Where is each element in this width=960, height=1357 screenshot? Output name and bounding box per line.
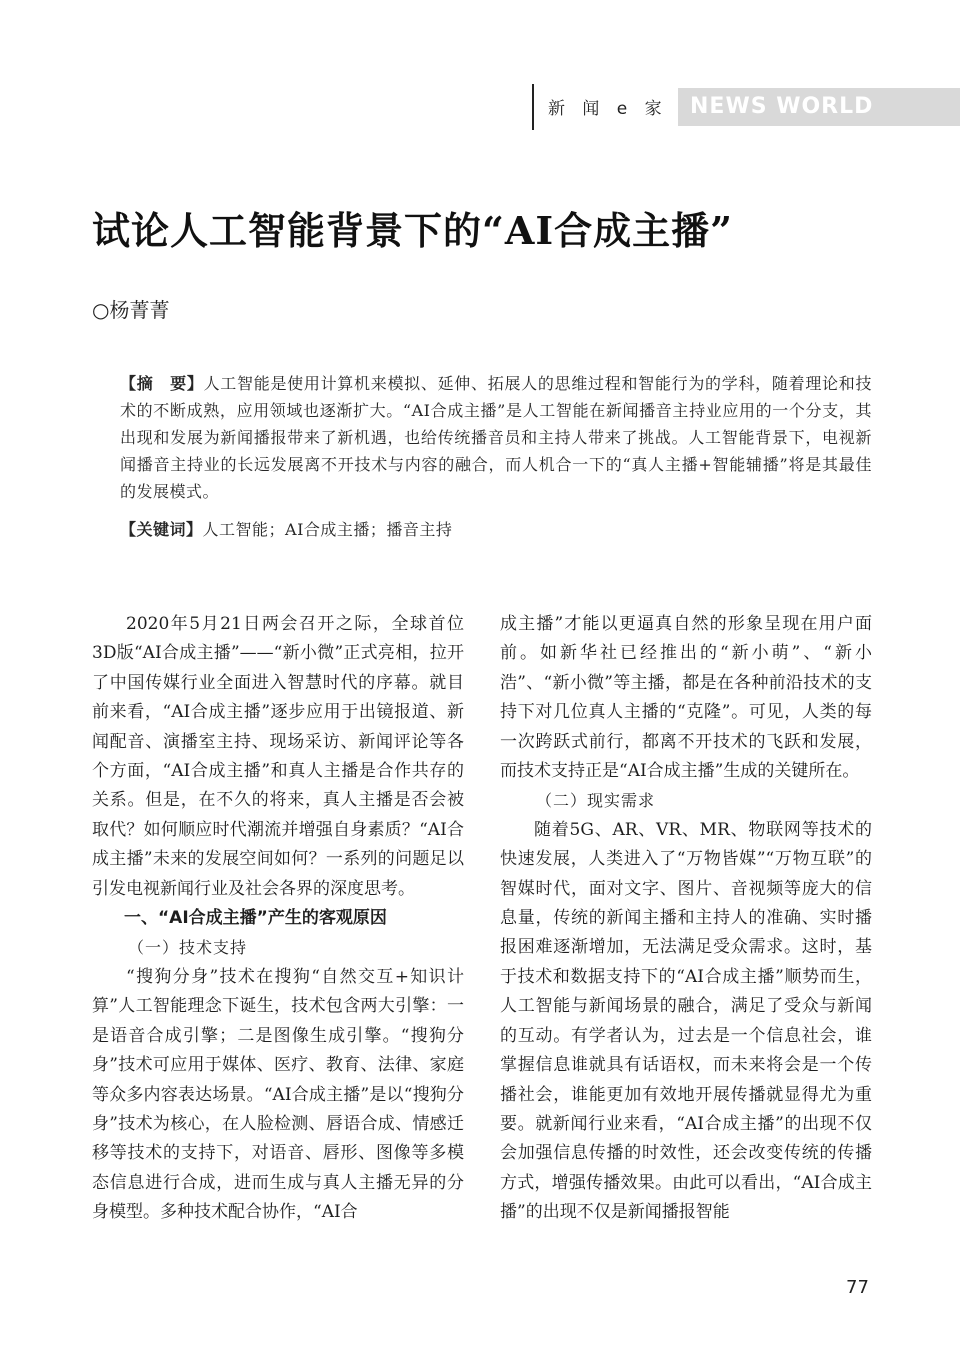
page-number: 77 bbox=[846, 1277, 869, 1298]
demand-paragraph: 随着5G、AR、VR、MR、物联网等技术的快速发展，人类进入了“万物皆媒”“万物互联”的智媒时代，面对文字、图片、音视频等庞大的信息量，传统的新闻主播和主持人的准确、实时播报困难逐渐增加，无法满足受众需求。这时，基于技术和数据支持下的“AI合成主播”顺势而生，人工智能与新闻场景的融合，满足了受众与新闻的互动。有学者认为，过去是一个信息社会，谁掌握信息谁就具有话语权，而未来将会是一个传播社会，谁能更加有效地开展传播就显得尤为重要。就新闻行业来看，“AI合成主播”的出现不仅会加强信息传播的时效性，还会改变传统的传播方式，增强传播效果。由此可以看出，“AI合成主播”的出现不仅是新闻播报智能 bbox=[500, 819, 872, 1223]
journal-header bbox=[532, 84, 960, 130]
body-column-left bbox=[92, 610, 464, 1228]
abstract bbox=[120, 370, 872, 505]
tech-support-paragraph: “搜狗分身”技术在搜狗“自然交互+知识计算”人工智能理念下诞生，技术包含两大引擎：一是语音合成引擎；二是图像生成引擎。“搜狗分身”技术可应用于媒体、医疗、教育、法律、家庭等众多内容表达场景。“AI合成主播”是以“搜狗分身”技术为核心，在人脸检测、唇语合成、情感迁移等技术的支持下，对语音、唇形、图像等多模态信息进行合成，进而生成与真人主播无异的分身模型。多种技术配合协作，“AI合 bbox=[92, 966, 464, 1223]
intro-paragraph: 2020年5月21日两会召开之际，全球首位3D版“AI合成主播”——“新小微”正式亮相，拉开了中国传媒行业全面进入智慧时代的序幕。就目前来看，“AI合成主播”逐步应用于出镜报道、新闻配音、演播室主持、现场采访、新闻评论等各个方面，“AI合成主播”和真人主播是合作共存的关系。但是，在不久的将来，真人主播是否会被取代？如何顺应时代潮流并增强自身素质？“AI合成主播”未来的发展空间如何？一系列的问题足以引发电视新闻行业及社会各界的深度思考。 bbox=[92, 614, 464, 899]
keywords-label: 【关键词】 bbox=[120, 520, 203, 539]
keywords bbox=[120, 516, 872, 543]
article-author: ○杨菁菁 bbox=[92, 298, 170, 322]
subsection-heading-demand: （二）现实需求 bbox=[536, 791, 656, 811]
abstract-label: 【摘 要】 bbox=[120, 374, 204, 393]
continued-paragraph: 成主播”才能以更逼真自然的形象呈现在用户面前。如新华社已经推出的“新小萌”、“新小浩”、“新小微”等主播，都是在各种前沿技术的支持下对几位真人主播的“克隆”。可见，人类的每一次跨跃式前行，都离不开技术的飞跃和发展，而技术支持正是“AI合成主播”生成的关键所在。 bbox=[500, 614, 872, 782]
abstract-text: 人工智能是使用计算机来模拟、延伸、拓展人的思维过程和智能行为的学科，随着理论和技术的不断成熟，应用领域也逐渐扩大。“AI合成主播”是人工智能在新闻播音主持业应用的一个分支，其出现和发展为新闻播报带来了新机遇，也给传统播音员和主持人带来了挑战。人工智能背景下，电视新闻播音主持业的长远发展离不开技术与内容的融合，而人机合一下的“真人主播+智能辅播”将是其最佳的发展模式。 bbox=[120, 374, 872, 501]
section-heading-1: 一、“AI合成主播”产生的客观原因 bbox=[124, 908, 387, 929]
section-name-cn: 新 闻 e 家 bbox=[548, 99, 668, 119]
keywords-text: 人工智能；AI合成主播；播音主持 bbox=[202, 520, 453, 539]
header-divider bbox=[532, 84, 534, 130]
article-title: 试论人工智能背景下的“AI合成主播” bbox=[92, 208, 733, 253]
subsection-heading-tech: （一）技术支持 bbox=[128, 938, 248, 958]
body-column-right bbox=[500, 610, 872, 1228]
section-name-en: NEWS WORLD bbox=[678, 88, 960, 126]
